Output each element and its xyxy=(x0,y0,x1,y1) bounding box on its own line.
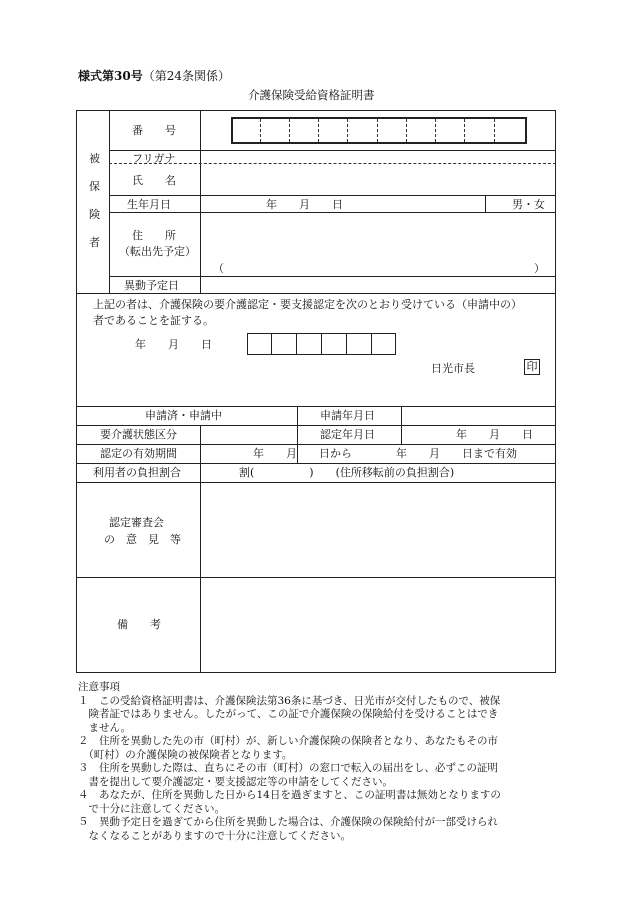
furigana-field[interactable] xyxy=(202,151,554,163)
insured-vertical-label-1: 被 xyxy=(89,152,100,165)
digit-divider xyxy=(260,119,261,142)
name-field[interactable] xyxy=(202,165,554,194)
address-label: 住 所 xyxy=(132,229,176,242)
divider xyxy=(109,110,110,293)
committee-opinion-label-2: の 意 見 等 xyxy=(104,533,181,546)
divider xyxy=(371,333,372,355)
note-line: （町村）の介護保険の被保険者となります。 xyxy=(78,748,293,761)
care-level-label: 要介護状態区分 xyxy=(100,428,177,441)
seal-stamp: 印 xyxy=(524,359,540,375)
transfer-date-label: 異動予定日 xyxy=(124,279,179,292)
digit-divider xyxy=(377,119,378,142)
divider xyxy=(200,110,201,293)
digit-divider xyxy=(435,119,436,142)
application-status[interactable]: 申請済・申請中 xyxy=(145,409,222,422)
birthdate-field[interactable]: 年 月 日 xyxy=(266,198,343,211)
birthdate-label: 生年月日 xyxy=(127,198,171,211)
address-open-paren: （ xyxy=(213,262,224,275)
divider xyxy=(271,333,272,355)
address-close-paren: ） xyxy=(534,262,545,275)
insured-vertical-label-4: 者 xyxy=(89,236,100,249)
note-line: で十分に注意してください。 xyxy=(78,802,225,815)
digit-divider xyxy=(347,119,348,142)
remarks-field[interactable] xyxy=(202,579,554,671)
insured-number-field[interactable] xyxy=(231,117,527,144)
divider xyxy=(76,293,556,294)
insured-vertical-label-3: 険 xyxy=(89,208,100,221)
divider xyxy=(296,333,297,355)
note-line: 書を提出して要介護認定・要支援認定等の申請をしてください。 xyxy=(78,775,393,788)
note-line: ５ 異動予定日を過ぎてから住所を異動した場合は、介護保険の保険給付が一部受けられ xyxy=(78,816,498,828)
digit-divider xyxy=(464,119,465,142)
divider xyxy=(76,444,556,445)
address-sub-label: （転出先予定） xyxy=(119,245,196,258)
insured-vertical-label-2: 保 xyxy=(89,180,100,193)
divider xyxy=(485,195,486,212)
notes-heading: 注意事項 xyxy=(78,681,120,693)
transfer-date-field[interactable] xyxy=(202,277,554,292)
certification-text-line1: 上記の者は、介護保険の要介護認定・要支援認定を次のとおり受けている（申請中の） xyxy=(93,298,522,311)
note-line: ４ あなたが、住所を異動した日から14日を過ぎますと、この証明書は無効となりますの xyxy=(78,789,501,801)
notes-section xyxy=(78,681,501,843)
care-level-field[interactable] xyxy=(201,426,296,444)
note-line: １ この受給資格証明書は、介護保険法第36条に基づき、日光市が交付したもので、被保 xyxy=(78,694,501,707)
furigana-divider xyxy=(109,163,556,164)
application-date-label: 申請年月日 xyxy=(320,409,375,422)
committee-opinion-field[interactable] xyxy=(202,484,554,576)
note-line: ません。 xyxy=(78,721,132,734)
validity-field[interactable]: 年 月 日から 年 月 日まで有効 xyxy=(253,447,517,460)
note-line: ３ 住所を異動した際は、直ちにその市（町村）の窓口で転入の届出をし、必ずこの証明 xyxy=(78,762,498,774)
certification-date-label: 認定年月日 xyxy=(320,428,375,441)
certification-date: 年 月 日 xyxy=(135,338,212,351)
form-number: 様式第30号 xyxy=(78,69,143,83)
furigana-label: フリガナ xyxy=(132,152,176,165)
divider xyxy=(76,577,556,578)
address-field[interactable] xyxy=(202,214,554,274)
divider xyxy=(321,333,322,355)
sex-field[interactable]: 男・女 xyxy=(512,198,545,211)
digit-divider xyxy=(406,119,407,142)
divider xyxy=(109,195,556,196)
committee-opinion-label-1: 認定審査会 xyxy=(109,516,164,529)
application-date-field[interactable] xyxy=(403,407,554,424)
validity-label: 認定の有効期間 xyxy=(100,447,177,460)
divider xyxy=(109,212,556,213)
remarks-label: 備 考 xyxy=(117,618,161,631)
form-header xyxy=(78,69,230,83)
digit-divider xyxy=(289,119,290,142)
divider xyxy=(76,482,556,483)
note-line: 険者証ではありません。したがって、この証で介護保険の保険給付を受けることはでき xyxy=(78,708,499,720)
form-title: 介護保険受給資格証明書 xyxy=(248,88,375,102)
note-line: なくなることがありますので十分に注意してください。 xyxy=(78,829,351,842)
name-label: 氏 名 xyxy=(132,174,176,187)
form-rule: （第24条関係） xyxy=(142,69,230,83)
divider xyxy=(346,333,347,355)
burden-ratio-field[interactable]: 割( ) (住所移転前の負担割合) xyxy=(239,466,455,479)
digit-divider xyxy=(494,119,495,142)
number-label: 番 号 xyxy=(132,124,176,137)
divider xyxy=(76,425,556,426)
certification-date-field[interactable]: 年 月 日 xyxy=(456,428,533,441)
divider xyxy=(76,463,556,464)
certification-text-line2: 者であることを証する。 xyxy=(93,314,214,327)
note-line: ２ 住所を異動した先の市（町村）が、新しい介護保険の保険者となり、あなたもその市 xyxy=(78,735,498,747)
issuer-name: 日光市長 xyxy=(431,362,475,375)
digit-divider xyxy=(318,119,319,142)
burden-ratio-label: 利用者の負担割合 xyxy=(93,466,181,479)
